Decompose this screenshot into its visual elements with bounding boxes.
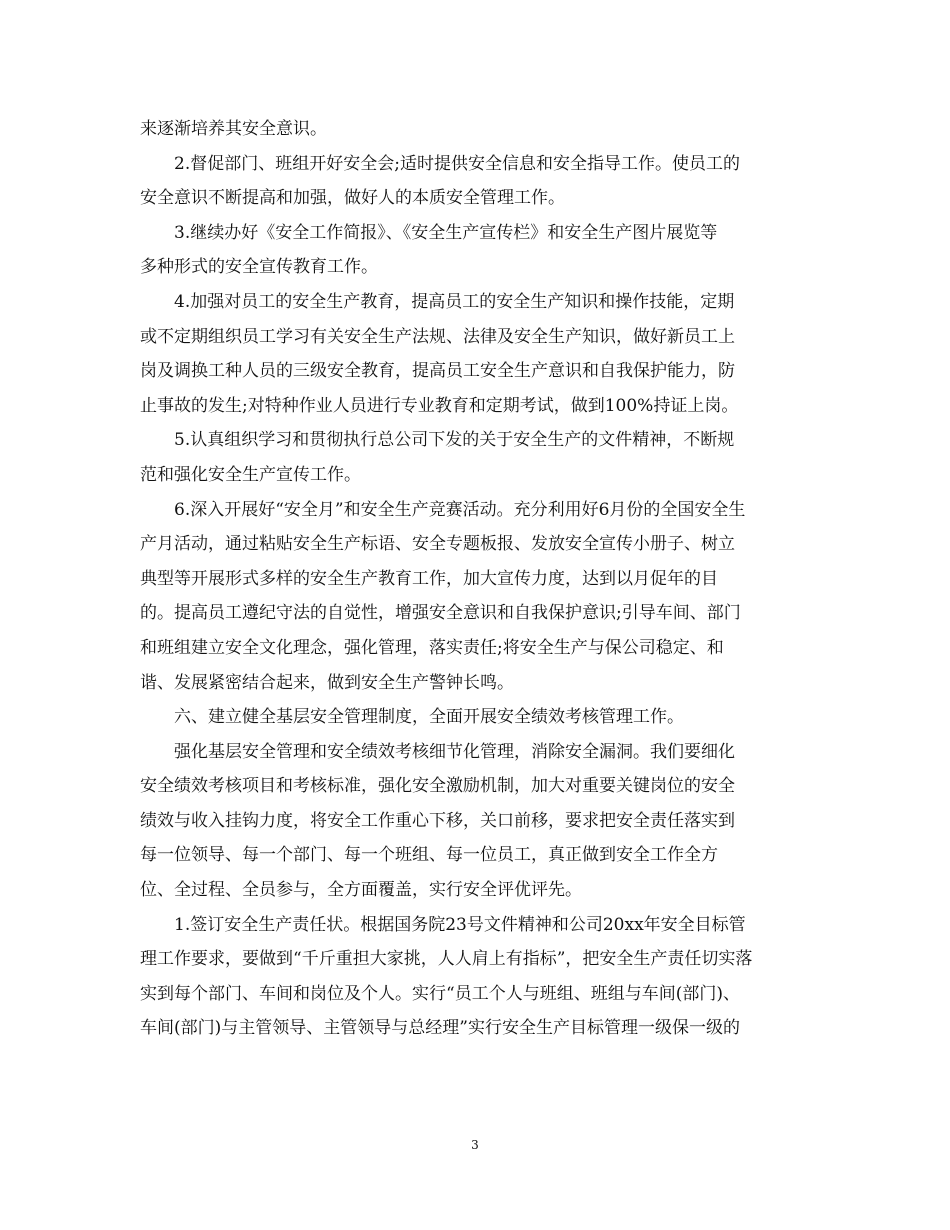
text-line: 六、建立健全基层安全管理制度，全面开展安全绩效考核管理工作。 [174,707,684,728]
text-line: 安全绩效考核项目和考核标准，强化安全激励机制，加大对重要关键岗位的安全 [140,776,735,797]
text-line: 和班组建立安全文化理念，强化管理，落实责任;将安全生产与保公司稳定、和 [140,637,724,658]
text-line: 的。提高员工遵纪守法的自觉性，增强安全意识和自我保护意识;引导车间、部门 [140,603,741,624]
text-line: 岗及调换工种人员的三级安全教育，提高员工安全生产意识和自我保护能力，防 [140,361,735,382]
text-line: 范和强化安全生产宣传工作。 [140,464,361,485]
text-line: 5.认真组织学习和贯彻执行总公司下发的关于安全生产的文件精神，不断规 [174,430,735,451]
document-body [140,112,808,1046]
text-line: 理工作要求，要做到“千斤重担大家挑，人人肩上有指标”，把安全生产责任切实落 [140,949,753,970]
text-line: 6.深入开展好“安全月”和安全生产竞赛活动。充分利用好6月份的全国安全生 [174,499,746,520]
text-line: 3.继续办好《安全工作简报》、《安全生产宣传栏》和安全生产图片展览等 [174,222,718,243]
page-number: 3 [471,1138,479,1152]
text-line: 安全意识不断提高和加强，做好人的本质安全管理工作。 [140,188,565,209]
text-line: 强化基层安全管理和安全绩效考核细节化管理，消除安全漏洞。我们要细化 [174,741,735,762]
text-line: 来逐渐培养其安全意识。 [140,119,327,139]
text-line: 绩效与收入挂钩力度，将安全工作重心下移，关口前移，要求把安全责任落实到 [140,810,735,831]
text-line: 产月活动，通过粘贴安全生产标语、安全专题板报、发放安全宣传小册子、树立 [140,534,735,555]
text-line: 1.签订安全生产责任状。根据国务院23号文件精神和公司20xx年安全目标管 [174,914,746,935]
text-line: 4.加强对员工的安全生产教育，提高员工的安全生产知识和操作技能，定期 [174,291,735,312]
text-line: 谐、发展紧密结合起来，做到安全生产警钟长鸣。 [140,672,514,693]
text-line: 每一位领导、每一个部门、每一个班组、每一位员工，真正做到安全工作全方 [140,845,718,866]
text-line: 或不定期组织员工学习有关安全生产法规、法律及安全生产知识，做好新员工上 [140,326,735,347]
text-line: 多种形式的安全宣传教育工作。 [140,257,378,278]
text-line: 典型等开展形式多样的安全生产教育工作，加大宣传力度，达到以月促年的目 [140,568,718,589]
text-line: 实到每个部门、车间和岗位及个人。实行“员工个人与班组、班组与车间(部门)、 [140,983,740,1004]
text-line: 2.督促部门、班组开好安全会;适时提供安全信息和安全指导工作。使员工的 [174,153,740,174]
text-line: 位、全过程、全员参与，全方面覆盖，实行安全评优评先。 [140,880,582,901]
text-line: 止事故的发生;对特种作业人员进行专业教育和定期考试，做到100%持证上岗。 [140,395,739,416]
text-line: 车间(部门)与主管领导、主管领导与总经理”实行安全生产目标管理一级保一级的 [140,1018,740,1039]
